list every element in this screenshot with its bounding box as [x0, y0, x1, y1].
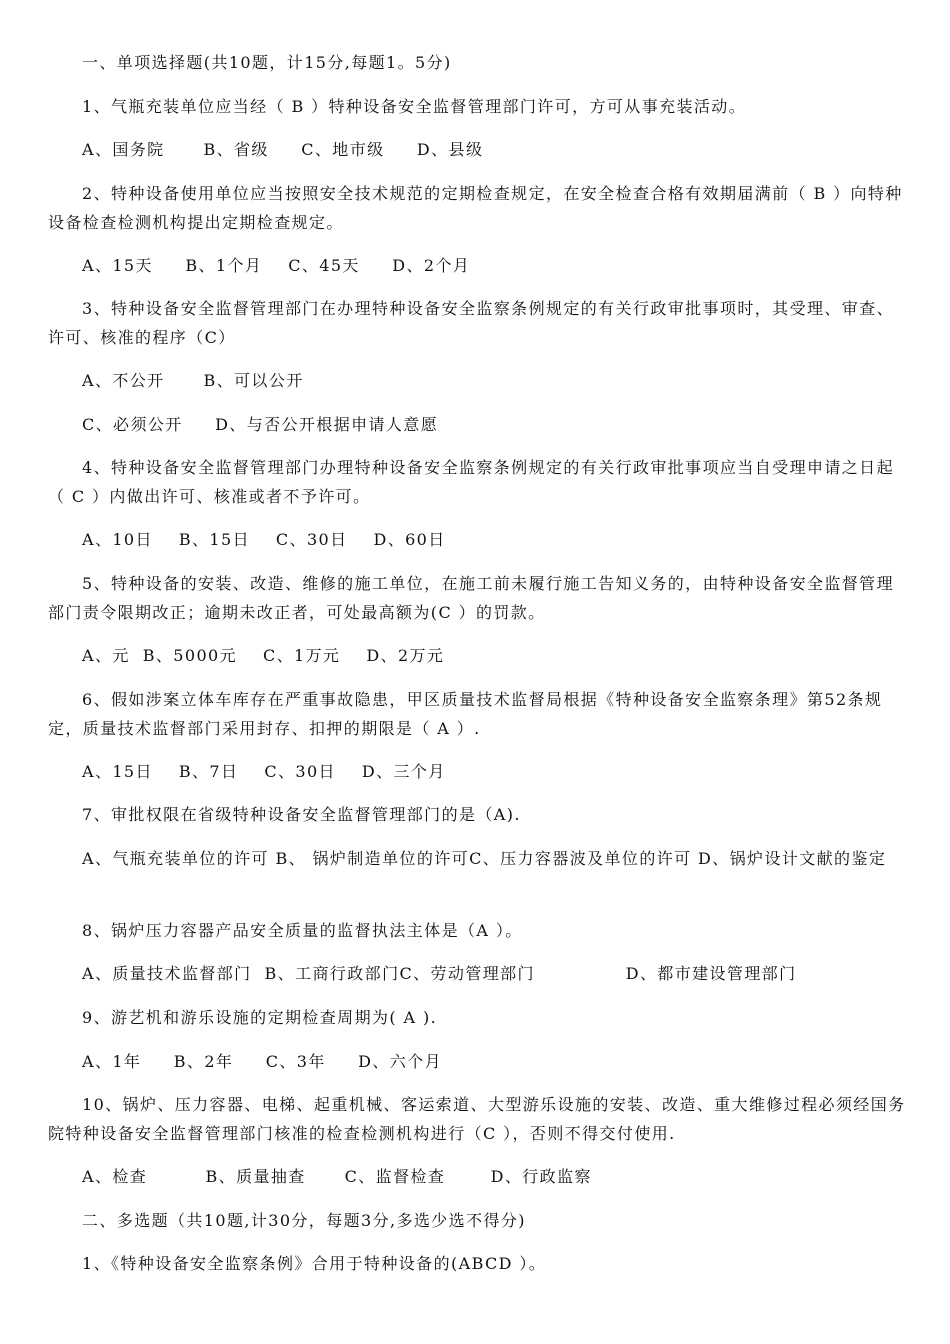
question-5: 5、特种设备的安装、改造、维修的施工单位，在施工前未履行施工告知义务的，由特种设备安全监督管理部门责令限期改正；逾期未改正者，可处最高额为(C ）的罚款。: [48, 574, 894, 622]
question-7-options: A、气瓶充装单位的许可 B、 锅炉制造单位的许可C、压力容器波及单位的许可 D、锅炉设计文献的鉴定: [82, 849, 887, 868]
question-4: 4、特种设备安全监督管理部门办理特种设备安全监察条例规定的有关行政审批事项应当自受理申请之日起（ C ）内做出许可、核准或者不予许可。: [48, 458, 894, 506]
question-1-options: A、国务院 B、省级 C、地市级 D、县级: [82, 140, 484, 159]
question-7: 7、审批权限在省级特种设备安全监督管理部门的是（A).: [82, 805, 521, 824]
question-10: 10、锅炉、压力容器、电梯、起重机械、客运索道、大型游乐设施的安装、改造、重大维修过程必须经国务院特种设备安全监督管理部门核准的检查检测机构进行（C ），否则不得交付使用.: [48, 1095, 906, 1143]
question-8: 8、锅炉压力容器产品安全质量的监督执法主体是（A ）。: [82, 921, 523, 940]
section-title-single-choice: 一、单项选择题(共10题，计15分,每题1。5分): [82, 53, 452, 72]
question-6: 6、假如涉案立体车库存在严重事故隐患，甲区质量技术监督局根据《特种设备安全监察条理》第52条规定，质量技术监督部门采用封存、扣押的期限是（ A ）.: [48, 690, 883, 738]
question-9: 9、游艺机和游乐设施的定期检查周期为( A ).: [82, 1008, 438, 1027]
question-1: 1、气瓶充装单位应当经（ B ）特种设备安全监督管理部门许可，方可从事充装活动。: [82, 97, 747, 116]
section-title-multiple-choice: 二、多选题（共10题,计30分，每题3分,多选少选不得分): [82, 1211, 526, 1230]
question-2: 2、特种设备使用单位应当按照安全技术规范的定期检查规定，在安全检查合格有效期届满前（ B ）向特种设备检查检测机构提出定期检查规定。: [48, 184, 903, 232]
question-6-options: A、15日 B、7日 C、30日 D、三个月: [82, 762, 446, 781]
question-9-options: A、1年 B、2年 C、3年 D、六个月: [82, 1052, 443, 1071]
question-8-options: A、质量技术监督部门 B、工商行政部门C、劳动管理部门 D、都市建设管理部门: [82, 964, 797, 983]
question-4-options: A、10日 B、15日 C、30日 D、60日: [82, 530, 446, 549]
question-10-options: A、检查 B、质量抽查 C、监督检查 D、行政监察: [82, 1167, 592, 1186]
question-2-options: A、15天 B、1个月 C、45天 D、2个月: [82, 256, 471, 275]
question-3-options-row-1: A、不公开 B、可以公开: [82, 371, 304, 390]
multiple-choice-question-1: 1、《特种设备安全监察条例》合用于特种设备的(ABCD ）。: [82, 1254, 547, 1273]
question-5-options: A、元 B、5000元 C、1万元 D、2万元: [82, 646, 445, 665]
question-3-options-row-2: C、必须公开 D、与否公开根据申请人意愿: [82, 415, 439, 434]
question-3: 3、特种设备安全监督管理部门在办理特种设备安全监察条例规定的有关行政审批事项时，其受理、审查、许可、核准的程序（C）: [48, 299, 894, 347]
